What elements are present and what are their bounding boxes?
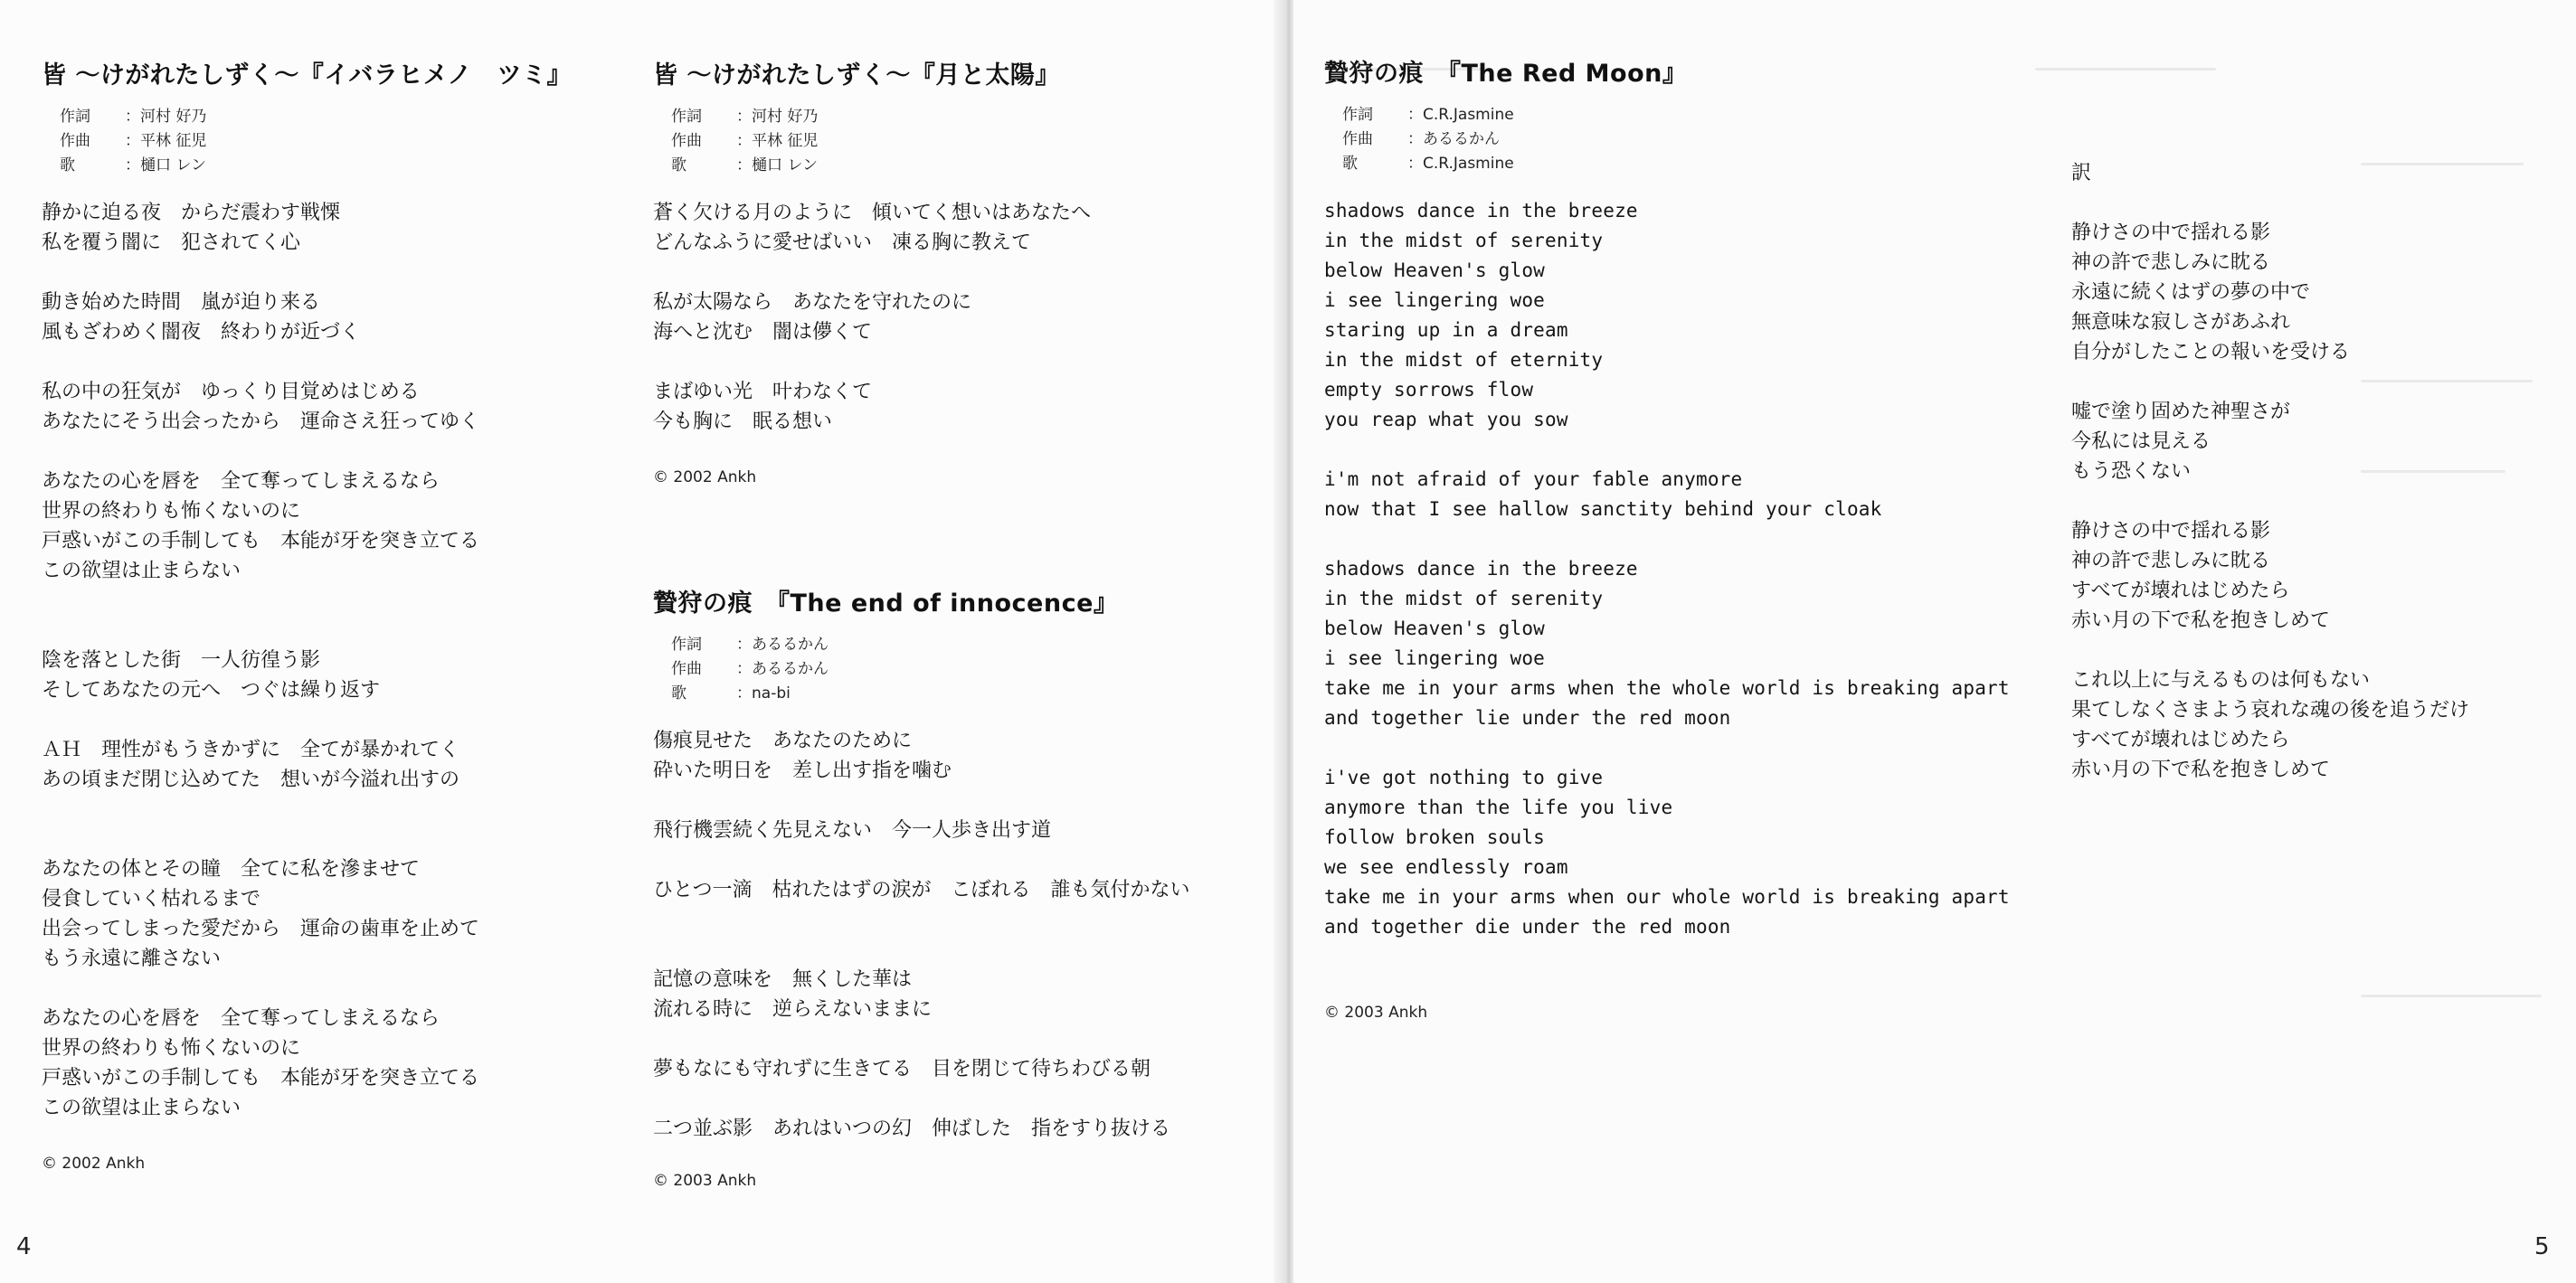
verse (653, 1054, 1190, 1084)
lyric-line: follow broken souls (1324, 826, 1546, 848)
verse (653, 875, 1190, 905)
translation-line: 静けさの中で揺れる影 (2071, 520, 2271, 542)
translation-line: 永遠に続くはずの夢の中で (2071, 281, 2311, 304)
lyric-line: and together die under the red moon (1324, 916, 1731, 938)
verse (653, 965, 1190, 1024)
lyric-line: in the midst of serenity (1324, 230, 1604, 251)
verse (653, 377, 1091, 437)
lyric-line: shadows dance in the breeze (1324, 200, 1638, 222)
lyric-line: 流れる時に 逆らえないままに (653, 998, 933, 1021)
song-title: 贄狩の痕 『The Red Moon』 (1324, 60, 1688, 88)
lyric-line: take me in your arms when our whole world is breaking apart (1324, 886, 2010, 908)
translation-line: 果てしなくさまよう哀れな魂の後を追うだけ (2071, 699, 2470, 722)
verse (2071, 516, 2469, 636)
lyric-line: 動き始めた時間 嵐が迫り来る (42, 291, 321, 314)
song-title: 皆 ～けがれたしずく～『イバラヒメノ ツミ』 (42, 61, 573, 90)
translation-line: これ以上に与えるものは何もない (2071, 669, 2371, 692)
lyric-line: i've got nothing to give (1324, 767, 1604, 788)
translation-line: 自分がしたことの報いを受ける (2071, 341, 2351, 363)
song-lyrics (653, 198, 1091, 437)
lyric-line: この欲望は止まらない (42, 1097, 242, 1119)
lyric-line: 海へと沈む 闇は儚くて (653, 321, 873, 344)
credit-composer: 作曲 ：あるるかん (1342, 130, 1500, 148)
song-title: 贄狩の痕 『The end of innocence』 (653, 590, 1119, 618)
right-page (1293, 0, 2576, 1283)
verse (1324, 763, 2010, 942)
song-lyrics (42, 198, 572, 1123)
credit-vocal: 歌 ：na-bi (671, 684, 791, 703)
verse (653, 288, 1091, 347)
lyric-line: あなたにそう出会ったから 運命さえ狂ってゆく (42, 410, 480, 433)
translation-line: すべてが壊れはじめたら (2071, 729, 2290, 751)
show-through (2035, 68, 2216, 71)
lyric-line: そしてあなたの元へ つぐは繰り返す (42, 679, 381, 702)
lyric-line: あなたの心を唇を 全て奪ってしまえるなら (42, 470, 440, 493)
lyric-line: ひとつ一滴 枯れたはずの涙が こぼれる 誰も気付かない (653, 879, 1190, 901)
verse (2071, 218, 2469, 367)
translation-block (2071, 158, 2469, 815)
lyric-line: 蒼く欠ける月のように 傾いてく想いはあなたへ (653, 202, 1092, 224)
verse (653, 726, 1190, 786)
lyric-line: in the midst of eternity (1324, 349, 1604, 371)
lyric-line: 戸惑いがこの手制しても 本能が牙を突き立てる (42, 1067, 480, 1090)
song-credits (671, 633, 1190, 706)
lyric-line: i see lingering woe (1324, 289, 1546, 311)
song-ibarahime (42, 58, 572, 1175)
lyric-line: in the midst of serenity (1324, 588, 1604, 609)
translation-line: 今私には見える (2071, 430, 2211, 453)
verse (42, 198, 572, 258)
copyright-notice: © 2002 Ankh (42, 1155, 146, 1173)
credit-lyrics: 作詞 ：C.R.Jasmine (1342, 106, 1514, 124)
verse (653, 816, 1190, 845)
translation-line: 赤い月の下で私を抱きしめて (2071, 609, 2331, 632)
show-through (2361, 995, 2542, 997)
lyric-line: 世界の終わりも怖くないのに (42, 1037, 301, 1060)
song-tsuki-to-taiyou (653, 58, 1091, 488)
song-credits (60, 105, 572, 178)
lyric-line: あなたの心を唇を 全て奪ってしまえるなら (42, 1007, 440, 1030)
lyric-line: どんなふうに愛せばいい 凍る胸に教えて (653, 231, 1032, 254)
credit-composer: 作曲 ：あるるかん (671, 660, 829, 678)
song-title: 皆 ～けがれたしずく～『月と太陽』 (653, 61, 1060, 90)
song-lyrics (653, 726, 1190, 1144)
verse (42, 467, 572, 586)
verse (42, 288, 572, 347)
credit-vocal: 歌 ：C.R.Jasmine (1342, 155, 1514, 173)
credit-vocal: 歌 ：樋口 レン (671, 156, 818, 175)
translation-line: 神の許で悲しみに眈る (2071, 550, 2271, 572)
verse (2071, 665, 2469, 785)
lyric-line: あなたの体とその瞳 全てに私を滲ませて (42, 858, 421, 881)
copyright-notice: © 2003 Ankh (1324, 1004, 1428, 1022)
lyric-line: 傷痕見せた あなたのために (653, 730, 913, 752)
credit-lyrics: 作詞 ：河村 好乃 (60, 108, 207, 126)
lyric-line: staring up in a dream (1324, 319, 1568, 341)
page-number-left: 4 (16, 1233, 32, 1260)
lyric-line: i see lingering woe (1324, 647, 1546, 669)
lyric-line: below Heaven's glow (1324, 259, 1546, 281)
translation-line: 無意味な寂しさがあふれ (2071, 311, 2291, 334)
lyric-line: 侵食していく枯れるまで (42, 888, 261, 910)
song-red-moon (1324, 56, 2010, 1024)
credit-lyrics: 作詞 ：河村 好乃 (671, 108, 819, 126)
lyric-line: i'm not afraid of your fable anymore (1324, 468, 1743, 490)
lyric-line: shadows dance in the breeze (1324, 558, 1638, 580)
translation-line: 静けさの中で揺れる影 (2071, 222, 2271, 244)
lyric-line: take me in your arms when the whole world is breaking apart (1324, 677, 2010, 699)
translation-line: 赤い月の下で私を抱きしめて (2071, 759, 2331, 781)
lyric-line: 二つ並ぶ影 あれはいつの幻 伸ばした 指をすり抜ける (653, 1118, 1171, 1140)
lyric-line: 私の中の狂気が ゆっくり目覚めはじめる (42, 381, 420, 403)
left-page (0, 0, 1283, 1283)
lyric-line: もう永遠に離さない (42, 948, 222, 970)
translation-line: 嘘で塗り固めた神聖さが (2071, 401, 2291, 423)
lyric-line: 世界の終わりも怖くないのに (42, 500, 301, 523)
verse (42, 1004, 572, 1123)
lyric-line: you reap what you sow (1324, 409, 1568, 430)
lyric-line: anymore than the life you live (1324, 797, 1673, 818)
translation-line: 神の許で悲しみに眈る (2071, 251, 2271, 274)
lyric-line: and together lie under the red moon (1324, 707, 1731, 729)
lyric-line: あの頃まだ閉じ込めてた 想いが今溢れ出すの (42, 769, 460, 791)
song-credits (1342, 103, 2010, 176)
credit-lyrics: 作詞 ：あるるかん (671, 636, 829, 654)
verse (1324, 554, 2010, 733)
lyric-line: ＡＨ 理性がもうきかずに 全てが暴かれてく (42, 739, 460, 761)
lyric-line: 飛行機雲続く先見えない 今一人歩き出す道 (653, 819, 1052, 842)
lyric-line: まばゆい光 叶わなくて (653, 381, 873, 403)
lyric-line: 私が太陽なら あなたを守れたのに (653, 291, 972, 314)
verse (1324, 465, 2010, 524)
verse (2071, 397, 2469, 486)
lyric-line: empty sorrows flow (1324, 379, 1534, 401)
lyric-line: この欲望は止まらない (42, 560, 242, 582)
lyric-line: 今も胸に 眠る想い (653, 410, 833, 433)
lyric-line: 戸惑いがこの手制しても 本能が牙を突き立てる (42, 530, 480, 552)
lyric-line: 陰を落とした街 一人彷徨う影 (42, 649, 321, 672)
lyric-line: now that I see hallow sanctity behind your cloak (1324, 498, 1882, 520)
verse (1324, 196, 2010, 435)
song-lyrics (1324, 196, 2010, 942)
credit-composer: 作曲 ：平林 征児 (671, 132, 819, 150)
lyric-line: below Heaven's glow (1324, 618, 1546, 639)
verse (42, 735, 572, 795)
lyric-line: 私を覆う闇に 犯されてく心 (42, 231, 301, 254)
translation-line: すべてが壊れはじめたら (2071, 580, 2290, 602)
verse (653, 198, 1091, 258)
credit-composer: 作曲 ：平林 征児 (60, 132, 207, 150)
verse (653, 1114, 1190, 1144)
lyric-line: 記憶の意味を 無くした華は (653, 968, 913, 991)
copyright-notice: © 2002 Ankh (653, 468, 757, 486)
page-number-right: 5 (2534, 1233, 2550, 1260)
lyric-line: 風もざわめく闇夜 終わりが近づく (42, 321, 361, 344)
translation-line: もう恐くない (2071, 460, 2192, 483)
song-credits (671, 105, 1091, 178)
copyright-notice: © 2003 Ankh (653, 1172, 757, 1190)
song-end-of-innocence (653, 586, 1190, 1192)
translation-heading: 訳 (2071, 162, 2092, 184)
lyric-line: 夢もなにも守れずに生きてる 目を閉じて待ちわびる朝 (653, 1058, 1151, 1080)
lyric-line: 砕いた明日を 差し出す指を噛む (653, 759, 952, 782)
verse (42, 854, 572, 974)
credit-vocal: 歌 ：樋口 レン (60, 156, 206, 175)
verse (42, 646, 572, 705)
lyric-line: we see endlessly roam (1324, 856, 1568, 878)
lyric-line: 静かに迫る夜 からだ震わす戦慄 (42, 202, 341, 224)
verse (42, 377, 572, 437)
lyric-line: 出会ってしまった愛だから 運命の歯車を止めて (42, 918, 480, 940)
